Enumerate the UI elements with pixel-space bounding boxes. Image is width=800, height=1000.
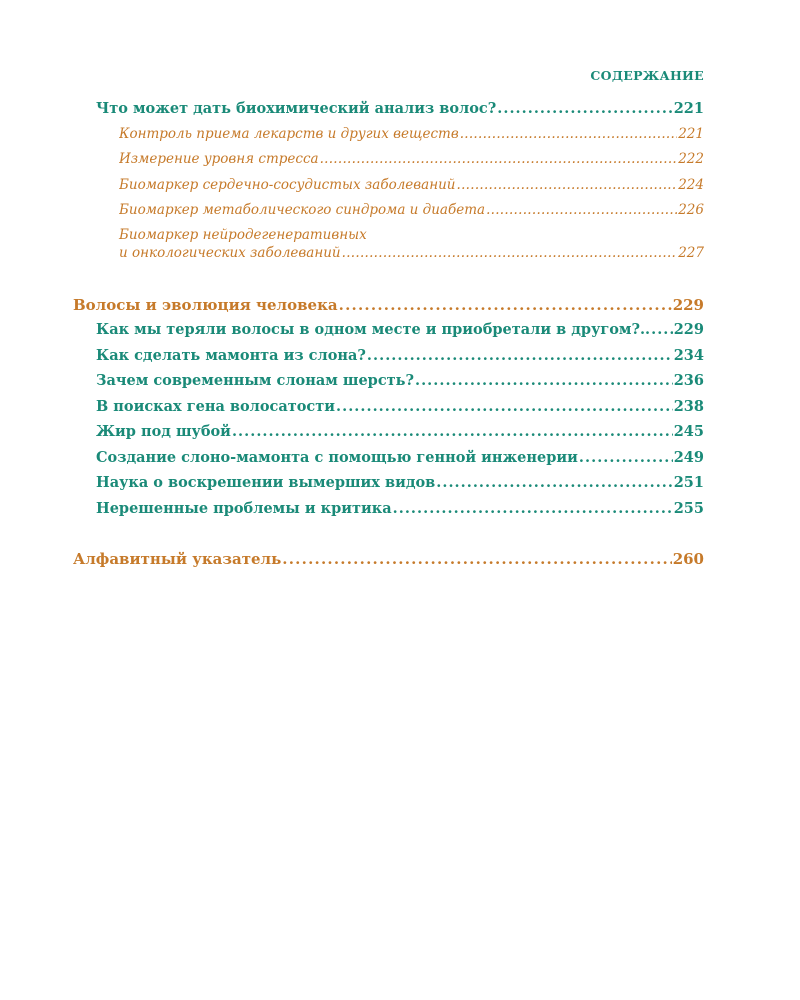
toc-chapter-title: Алфавитный указатель bbox=[73, 550, 282, 568]
toc-entry[interactable] bbox=[96, 321, 704, 338]
leader-dots bbox=[335, 398, 673, 415]
toc-entry-page: 222 bbox=[678, 151, 704, 167]
leader-dots bbox=[485, 202, 677, 218]
toc-entry[interactable] bbox=[96, 372, 704, 389]
running-head: СОДЕРЖАНИЕ bbox=[590, 68, 704, 83]
leader-dots bbox=[341, 245, 678, 261]
leader-dots bbox=[338, 296, 672, 314]
toc-entry-title: Измерение уровня стресса bbox=[119, 151, 319, 167]
toc-entry-page: 245 bbox=[673, 423, 704, 440]
toc-entry[interactable] bbox=[96, 100, 704, 117]
leader-dots bbox=[414, 372, 673, 389]
toc-chapter-page: 229 bbox=[672, 296, 704, 314]
leader-dots bbox=[366, 347, 673, 364]
toc-entry-title-line2: и онкологических заболеваний bbox=[119, 245, 341, 261]
toc-chapter[interactable] bbox=[73, 296, 704, 314]
toc-entry[interactable] bbox=[96, 347, 704, 364]
toc-entry-title: Биомаркер сердечно-сосудистых заболеваний bbox=[119, 177, 456, 193]
toc-entry-title: Создание слоно-мамонта с помощью генной инженерии bbox=[96, 449, 578, 466]
leader-dots bbox=[435, 474, 672, 491]
toc-entry-page: 251 bbox=[673, 474, 704, 491]
leader-dots bbox=[392, 500, 673, 517]
toc-entry-title: Что может дать биохимический анализ волос? bbox=[96, 100, 497, 117]
toc-entry-page: 224 bbox=[678, 177, 704, 193]
leader-dots bbox=[319, 151, 678, 167]
toc-entry-title: Как сделать мамонта из слона? bbox=[96, 347, 366, 364]
toc-entry-page: 238 bbox=[673, 398, 704, 415]
toc-entry-title: Жир под шубой bbox=[96, 423, 231, 440]
toc-entry-title: Нерешенные проблемы и критика bbox=[96, 500, 392, 517]
leader-dots bbox=[496, 100, 672, 117]
toc-entry-title: В поисках гена волосатости bbox=[96, 398, 335, 415]
leader-dots bbox=[578, 449, 673, 466]
toc-entry[interactable] bbox=[119, 202, 704, 218]
toc-entry-title: Биомаркер метаболического синдрома и диабета bbox=[119, 202, 486, 218]
toc-entry-title: Наука о воскрешении вымерших видов bbox=[96, 474, 436, 491]
leader-dots bbox=[459, 126, 678, 142]
toc-entry[interactable] bbox=[96, 398, 704, 415]
toc-entry[interactable] bbox=[119, 177, 704, 193]
toc-chapter-title: Волосы и эволюция человека bbox=[73, 296, 338, 314]
toc-entry[interactable] bbox=[96, 423, 704, 440]
toc-entry-page: 221 bbox=[678, 126, 704, 142]
toc-entry-page: 234 bbox=[673, 347, 704, 364]
toc-entry[interactable] bbox=[96, 474, 704, 491]
toc-entry[interactable] bbox=[119, 126, 704, 142]
leader-dots bbox=[650, 321, 673, 338]
leader-dots bbox=[455, 177, 677, 193]
leader-dots bbox=[281, 550, 671, 568]
toc-chapter-page: 260 bbox=[672, 550, 704, 568]
toc-entry-title-line1: Биомаркер нейродегенеративных bbox=[119, 227, 367, 243]
toc-entry-title: Как мы теряли волосы в одном месте и приобретали в другом?.. bbox=[96, 321, 651, 338]
leader-dots bbox=[231, 423, 673, 440]
toc-entry-page: 255 bbox=[673, 500, 704, 517]
toc-entry-page: 226 bbox=[678, 202, 704, 218]
toc-entry-page: 229 bbox=[673, 321, 704, 338]
toc-entry[interactable] bbox=[119, 245, 704, 261]
toc-entry[interactable] bbox=[119, 151, 704, 167]
toc-entry-page: 221 bbox=[673, 100, 704, 117]
toc-entry-title: Контроль приема лекарств и других веществ bbox=[119, 126, 459, 142]
toc-entry[interactable] bbox=[96, 449, 704, 466]
toc-entry-page: 227 bbox=[678, 245, 704, 261]
toc-entry[interactable] bbox=[96, 500, 704, 517]
toc-chapter[interactable] bbox=[73, 550, 704, 568]
toc-entry-page: 236 bbox=[673, 372, 704, 389]
toc-entry-title: Зачем современным слонам шерсть? bbox=[96, 372, 414, 389]
toc-entry-page: 249 bbox=[673, 449, 704, 466]
